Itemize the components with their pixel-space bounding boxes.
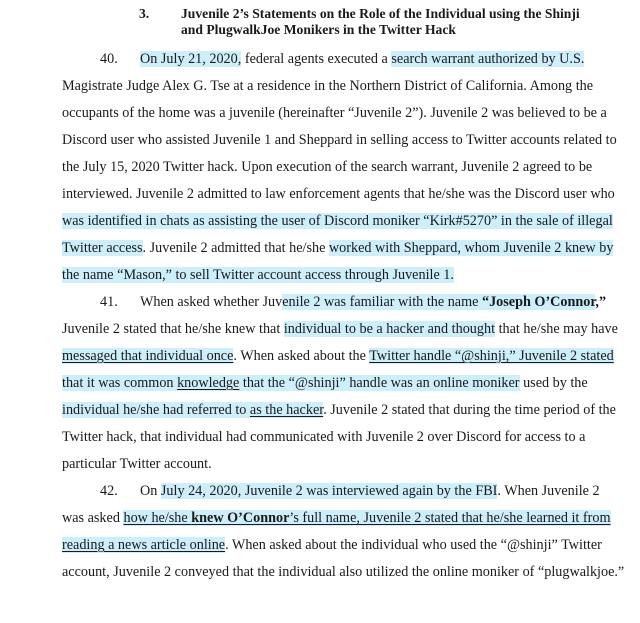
highlight: July 24, 2020, Juvenile 2 was interviewed again by the FBI [160,483,498,499]
highlight [62,375,520,391]
highlight [123,510,610,526]
section-title-line-1: Juvenile 2’s Statements on the Role of the Individual using the Shinji [181,6,580,21]
paragraph-42-line-1 [100,482,600,500]
highlight: Twitter access [62,240,143,256]
paragraph-41-line-7: particular Twitter account. [62,456,212,472]
paragraph-40-line-4: Discord user who assisted Juvenile 1 and Sheppard in selling access to Twitter accounts related to [62,132,617,148]
text-run: ’s full name, Juvenile 2 stated that he/she learned it from [289,510,611,526]
paragraph-40-line-8 [62,239,614,257]
text-run: was asked [62,510,124,526]
section-number: 3. [139,6,150,21]
paragraph-41-line-2 [62,320,618,338]
name-bold: “Joseph O’Connor [481,294,596,310]
text-run: . Juvenile 2 admitted that he/she [142,240,329,256]
text-run: enile 2 was familiar with the name [282,294,482,310]
paragraph-number: 41. [100,294,118,310]
section-title-line-2: and PlugwalkJoe Monikers in the Twitter Hack [181,22,456,37]
paragraph-40-line-6: interviewed. Juvenile 2 admitted to law enforcement agents that he/she was the Discord user who [62,186,615,202]
text-run: . When Juvenile 2 [497,483,600,499]
text-run: . When asked about the individual who used the “@shinji” Twitter [225,537,602,553]
paragraph-42-line-3 [62,536,602,554]
highlight: On July 21, 2020, [140,51,242,67]
paragraph-42-line-4: account, Juvenile 2 conveyed that the individual also utilized the online moniker of “plugwalkjoe.” [62,564,625,580]
highlight: reading a news article online [62,537,226,553]
text-run: used by the [519,375,588,391]
paragraph-number: 40. [100,51,118,67]
text-run: . Juvenile 2 stated that during the time period of the [323,402,616,418]
paragraph-41-line-4 [62,374,588,392]
text-run: how he/she [123,510,192,526]
text-run: federal agents executed a [241,51,392,67]
text-run: ,” [595,294,607,310]
paragraph-40-line-5: the July 15, 2020 Twitter hack. Upon execution of the search warrant, Juvenile 2 agreed to be [62,159,593,175]
text-run: . When asked about the [233,348,370,364]
highlight: was identified in chats as assisting the user of Discord moniker “Kirk#5270” in the sale of illegal [62,213,613,229]
text-run: When asked whether Juv [140,294,283,310]
section-heading [139,6,609,38]
highlight: the name “Mason,” to sell Twitter account access through Juvenile 1. [62,267,454,283]
paragraph-40-line-7 [62,212,613,230]
highlight [62,402,323,418]
paragraph-41-line-3 [62,347,614,365]
text-run: that it was common [62,375,178,391]
paragraph-40-line-3: occupants of the home was a juvenile (hereinafter “Juvenile 2”). Juvenile 2 was believed to be a [62,105,607,121]
highlight: messaged that individual once [62,348,234,364]
highlight: individual to be a hacker and thought [283,321,496,337]
highlight: worked with Sheppard, whom Juvenile 2 knew by [328,240,614,256]
text-run: that the “@shinji” handle was an online moniker [239,375,520,391]
paragraph-number: 42. [100,483,118,499]
paragraph-42-line-2 [62,509,611,527]
highlight [282,294,595,310]
paragraph-40-line-1 [100,50,585,68]
text-run: as the hacker [249,402,324,418]
text-run: On [140,483,161,499]
text-run: knowledge [177,375,240,391]
highlight: search warrant authorized by U.S. [391,51,585,67]
paragraph-40-line-9 [62,266,580,284]
highlight: Twitter handle “@shinji,” Juvenile 2 stated [369,348,614,364]
paragraph-41-line-5 [62,401,616,419]
text-run: individual he/she had referred to [62,402,250,418]
section-title [181,6,609,38]
paragraph-40-line-2: Magistrate Judge Alex G. Tse at a residence in the Northern District of California. Among the [62,78,594,94]
paragraph-41-line-6: Twitter hack, that individual had communicated with Juvenile 2 over Discord for access to a [62,429,586,445]
text-run: that he/she may have [495,321,618,337]
name-bold: knew O’Connor [191,510,290,526]
text-run: Juvenile 2 stated that he/she knew that [62,321,284,337]
paragraph-41-line-1 [100,293,607,311]
